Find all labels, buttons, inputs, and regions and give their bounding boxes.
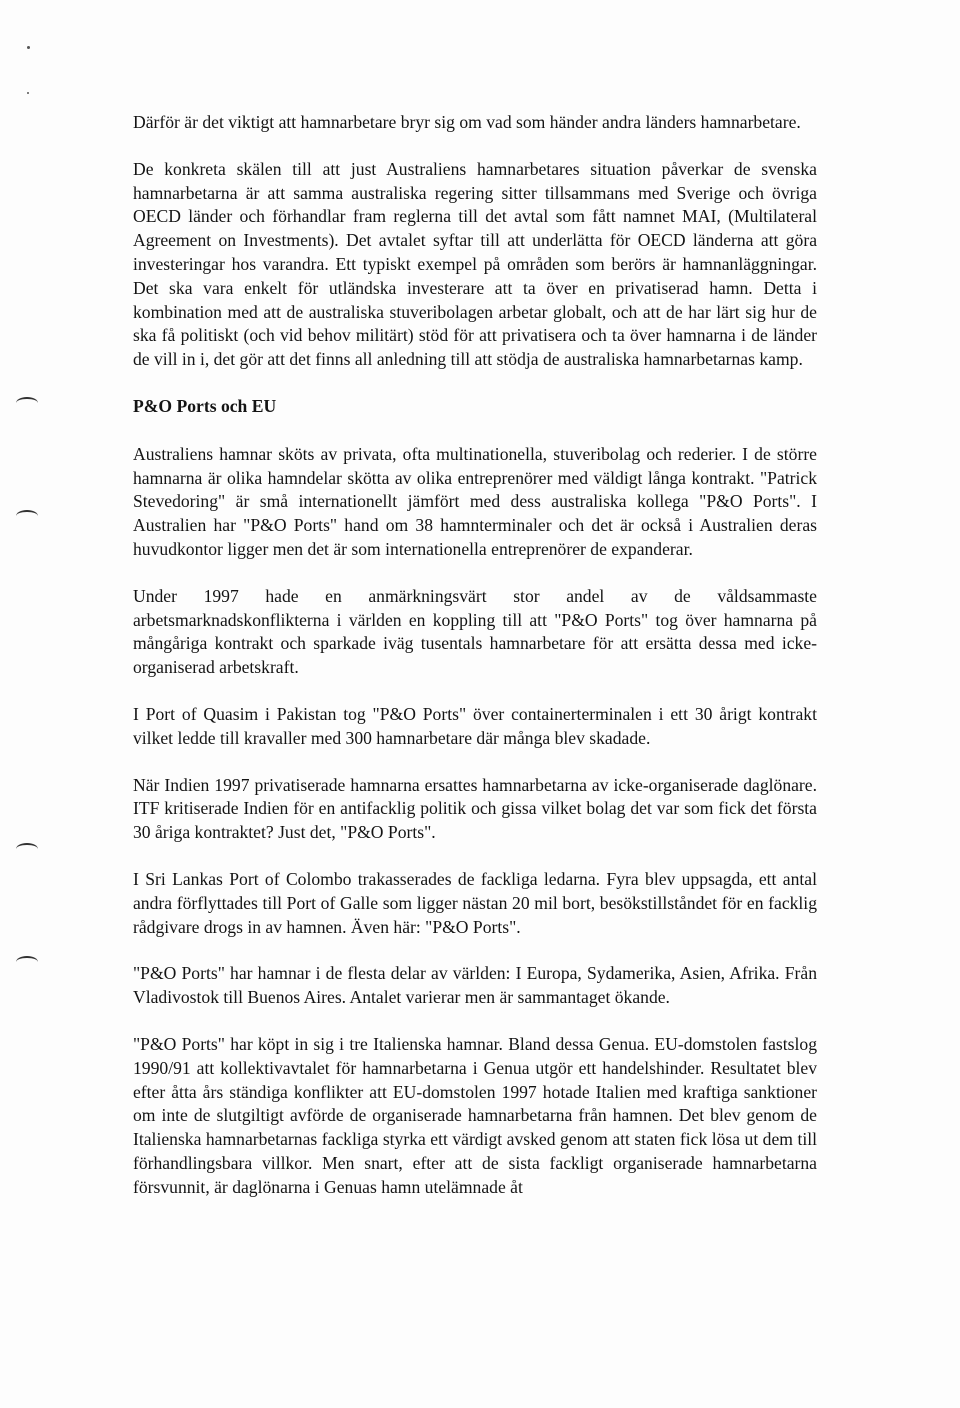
scan-speck bbox=[27, 92, 29, 94]
section-heading: P&O Ports och EU bbox=[133, 395, 277, 416]
paragraph-mai: De konkreta skälen till att just Australiens hamnarbetares situation påverkar de svenska hamnarbetarna är att samma australiska regering sitter tillsammans med Sverige och övriga OECD länder och förhandlar fram reglerna till det avtal som fått namnet MAI, (Multilateral Agreement on Investments). Det avtalet syftar till att underlätta för OECD länderna att göra investeringar hos varandra. Ett typiskt exempel på områden som berörs är hamnanläggningar. Det ska vara enkelt för utländska investerare att ta över en privatiserad hamn. Detta i kombination med att de australiska stuveribolagen arbetar globalt, och att de har lärt sig hur de ska få politiskt (och vid behov militärt) stöd för att privatisera och ta över hamnarna i de länder de vill in i, det gör att det finns all anledning till att stödja de australiska hamnarbetarnas kamp. bbox=[133, 158, 817, 370]
paragraph-italy-genoa: "P&O Ports" har köpt in sig i tre Italienska hamnar. Bland dessa Genua. EU-domstolen fastslog 1990/91 att kollektivavtalet för hamnarbetarna i Genua utgör ett handelshinder. Resultatet blev efter åtta års ständiga konflikter att EU-domstolen 1997 hotade Italien med kraftiga sanktioner om inte de slutgiltigt avförde de organiserade hamnarbetarna från hamnen. Det blev genom de Italienska hamnarbetarnas fackliga styrka ett värdigt avsked genom att staten fick lösa ut dem till förhandlingsbara villkor. Men snart, efter att de sista fackligt organiserade hamnarbetarna försvunnit, är daglönarna i Genuas hamn utelämnade åt bbox=[133, 1033, 817, 1197]
paragraph-sri-lanka: I Sri Lankas Port of Colombo trakasserades de fackliga ledarna. Fyra blev uppsagda, ett antal andra förflyttades till Port of Galle som ligger nästan 20 mil bort, besökstillståndet för en facklig rådgivare drogs in av hamnen. Även här: "P&O Ports". bbox=[133, 868, 817, 937]
paragraph-intro: Därför är det viktigt att hamnarbetare bryr sig om vad som händer andra länders hamnarbetare. bbox=[133, 112, 801, 132]
scan-speck bbox=[27, 46, 30, 49]
margin-mark bbox=[16, 510, 38, 522]
margin-mark bbox=[16, 956, 38, 968]
margin-mark bbox=[16, 843, 38, 855]
paragraph-pakistan: I Port of Quasim i Pakistan tog "P&O Ports" över containerterminalen i ett 30 årigt kontrakt vilket ledde till kravaller med 300 hamnarbetare där många blev skadade. bbox=[133, 703, 817, 748]
margin-mark bbox=[16, 397, 38, 409]
paragraph-1997-conflicts: Under 1997 hade en anmärkningsvärt stor andel av de våldsammaste arbetsmarknadskonflikterna i världen en koppling till att "P&O Ports" tog över hamnarna på mångåriga kontrakt och sparkade iväg tusentals hamnarbetare för att ersätta dessa med icke-organiserad arbetskraft. bbox=[133, 585, 817, 678]
document-body bbox=[133, 111, 817, 1222]
paragraph-global-presence: "P&O Ports" har hamnar i de flesta delar av världen: I Europa, Sydamerika, Asien, Afrika. Från Vladivostok till Buenos Aires. Antalet varierar men är sammantaget ökande. bbox=[133, 963, 817, 1008]
paragraph-india: När Indien 1997 privatiserade hamnarna ersattes hamnarbetarna av icke-organiserade daglönare. ITF kritiserade Indien för en antifacklig politik och gissa vilket bolag det var som fick det första 30 åriga kontraktet? Just det, "P&O Ports". bbox=[133, 774, 817, 843]
paragraph-australia-ports: Australiens hamnar sköts av privata, ofta multinationella, stuveribolag och rederier. I de större hamnarna är olika hamndelar skötta av olika entreprenörer med väldigt långa kontrakt. "Patrick Stevedoring" är små internationellt jämfört med dess australiska kollega "P&O Ports". I Australien har "P&O Ports" hand om 38 hamnterminaler och det är också i Australien deras huvudkontor ligger men det är som internationella entreprenörer de expanderar. bbox=[133, 443, 817, 559]
